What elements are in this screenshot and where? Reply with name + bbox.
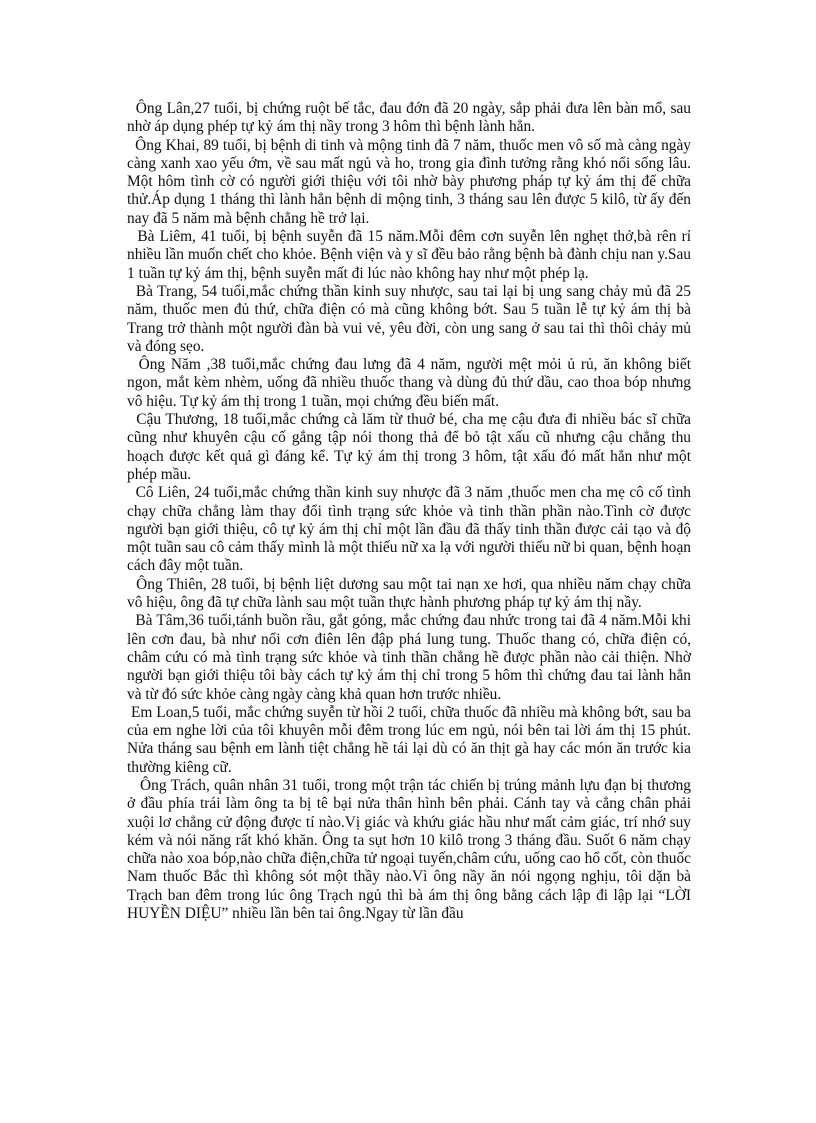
paragraph-ong-lan: Ông Lân,27 tuổi, bị chứng ruột bế tắc, đau đớn đã 20 ngày, sắp phải đưa lên bàn mổ, sau nhờ áp dụng phép tự kỷ ám thị nầy trong 3 hôm thì bệnh lành hẳn. <box>127 100 691 136</box>
paragraph-ba-tam: Bà Tâm,36 tuổi,tánh buồn rầu, gắt gỏng, mắc chứng đau nhức trong tai đã 4 năm.Mỗi khi lên cơn đau, bà như nổi cơn điên lên đập phá lung tung. Thuốc thang có, chữa điện có, châm cứu có mà tình trạng sức khỏe và tinh thần chẳng hề được phần nào cải thiện. Nhờ người bạn giới thiệu tôi bày cách tự kỷ ám thị chỉ trong 5 hôm thì chứng đau tai lành hẳn và từ đó sức khỏe càng ngày càng khả quan hơn trước nhiều. <box>127 612 691 703</box>
paragraph-ong-nam: Ông Năm ,38 tuổi,mắc chứng đau lưng đã 4 năm, người mệt mỏi ủ rủ, ăn không biết ngon, mắt kèm nhèm, uống đã nhiều thuốc thang và dùng đủ thứ dầu, cao thoa bóp nhưng vô hiệu. Tự kỷ ám thị trong 1 tuần, mọi chứng đều biến mất. <box>127 356 691 410</box>
paragraph-em-loan: Em Loan,5 tuổi, mắc chứng suyễn từ hồi 2 tuổi, chữa thuốc đã nhiều mà không bớt, sau ba của em nghe lời của tôi khuyên mỗi đêm trong lúc em ngủ, nói bên tai lời ám thị 15 phút. Nửa tháng sau bệnh em lành tiệt chẳng hề tái lại dù có ăn thịt gà hay các món ăn trước kia thường kiêng cữ. <box>127 703 691 776</box>
paragraph-ong-thien: Ông Thiên, 28 tuổi, bị bệnh liệt dương sau một tai nạn xe hơi, qua nhiều năm chạy chữa vô hiệu, ông đã tự chữa lành sau một tuần thực hành phương pháp tự kỷ ám thị nầy. <box>127 575 691 612</box>
document-page <box>127 100 691 923</box>
paragraph-ba-liem: Bà Liêm, 41 tuổi, bị bệnh suyễn đã 15 năm.Mỗi đêm cơn suyễn lên nghẹt thở,bà rên rỉ nhiều lần muốn chết cho khỏe. Bệnh viện và y sĩ đều bảo rằng bệnh bà đành chịu nan y.Sau 1 tuần tự kỷ ám thị, bệnh suyễn mất đi lúc nào không hay như một phép lạ. <box>127 228 691 282</box>
paragraph-co-lien: Cô Liên, 24 tuổi,mắc chứng thần kinh suy nhược đã 3 năm ,thuốc men cha mẹ cô cố tình chạy chữa chẳng làm thay đổi tình trạng sức khỏe và tinh thần phần nào.Tình cờ được người bạn giới thiệu, cô tự kỷ ám thị chỉ một lần đầu đã thấy tinh thần được cải tạo và độ một tuần sau cô cảm thấy mình là một thiếu nữ xa lạ với người thiếu nữ bi quan, bệnh hoạn cách đây một tuần. <box>127 484 691 575</box>
paragraph-cau-thuong: Cậu Thương, 18 tuổi,mắc chứng cà lăm từ thuở bé, cha mẹ cậu đưa đi nhiều bác sĩ chữa cũng như khuyên cậu cố gắng tập nói thong thả để bỏ tật xấu cũ nhưng cậu chẳng thu hoạch được kết quả gì đáng kể. Tự kỷ ám thị trong 3 hôm, tật xấu đó mất hẳn như một phép mầu. <box>127 411 691 483</box>
paragraph-ong-khai: Ông Khai, 89 tuổi, bị bệnh di tinh và mộng tinh đã 7 năm, thuốc men vô số mà càng ngày càng xanh xao yếu ớm, về sau mất ngủ và ho, trong gia đình tưởng rằng khó nổi sống lâu. Một hôm tình cờ có người giới thiệu với tôi nhờ bày phương pháp tự kỷ ám thị để chữa thử.Áp dụng 1 tháng thì lành hẳn bệnh di mộng tinh, 3 tháng sau lên được 5 kilô, từ ấy đến nay đã 5 năm mà bệnh chẳng hề trở lại. <box>127 136 691 227</box>
paragraph-ong-trach: Ông Trách, quân nhân 31 tuổi, trong một trận tác chiến bị trúng mảnh lựu đạn bị thương ở đầu phía trái làm ông ta bị tê bại nửa thân hình bên phải. Cánh tay và cẳng chân phải xuội lơ chẳng cử động được tí nào.Vị giác và khứu giác hầu như mất cảm giác, trí nhớ suy kém và nói năng rất khó khăn. Ông ta sụt hơn 10 kilô trong 3 tháng đầu. Suốt 6 năm chạy chữa nào xoa bóp,nào chữa điện,chữa tử ngoại tuyến,châm cứu, uống cao hổ cốt, còn thuốc Nam thuốc Bắc thì không sót một thầy nào.Vì ông nầy ăn nói ngọng nghịu, tôi dặn bà Trạch ban đêm trong lúc ông Trạch ngủ thì bà ám thị ông bằng cách lập đi lập lại “LỜI HUYỀN DIỆU” nhiều lần bên tai ông.Ngay từ lần đầu <box>127 776 691 923</box>
paragraph-ba-trang: Bà Trang, 54 tuổi,mắc chứng thần kinh suy nhược, sau tai lại bị ung sang chảy mủ đã 25 năm, thuốc men đủ thứ, chữa điện có mà cũng không bớt. Sau 5 tuần lễ tự kỷ ám thị bà Trang trở thành một người đàn bà vui vẻ, yêu đời, còn ung sang ở sau tai thì thôi chảy mủ và đóng sẹo. <box>127 282 691 355</box>
